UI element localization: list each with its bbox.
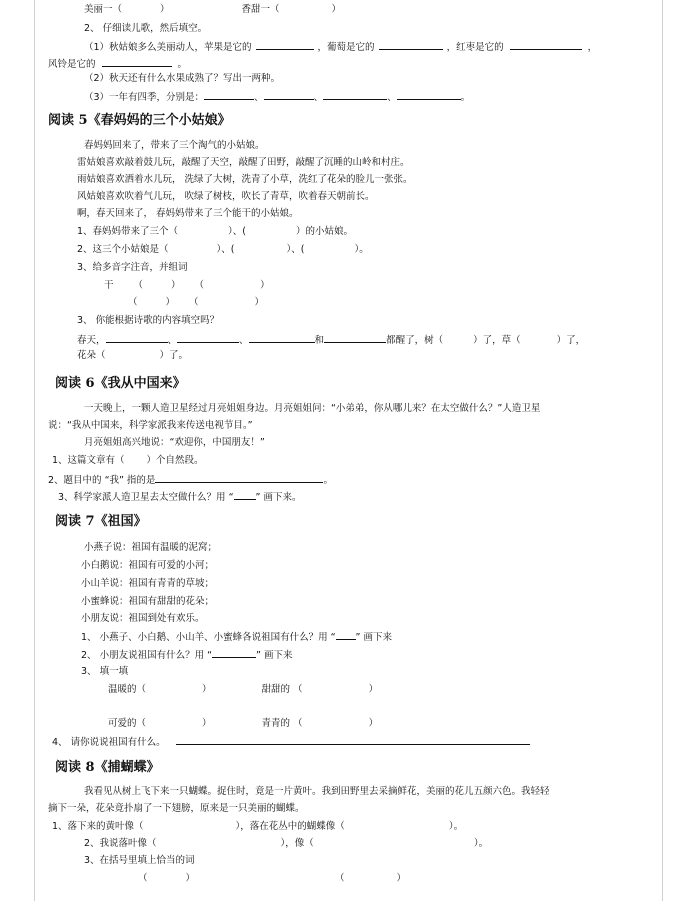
top-q2-2: （2）秋天还有什么水果成熟了？写出一两种。 — [84, 73, 281, 84]
s8-para-2: 摘下一朵，花朵竟扑扇了一下翅膀，原来是一只美丽的蝴蝶。 — [48, 803, 305, 814]
s7-q3: 3、 填一填 — [81, 666, 129, 677]
s5-q4: 3、 你能根据诗歌的内容填空吗？ — [77, 315, 220, 326]
s5-polyphone-row1: 干 （ ） （ ） — [104, 280, 270, 291]
s7-q2: 2、 小朋友说祖国有什么？用 “ ” 画下来 — [81, 650, 293, 661]
section8-title: 阅读 8《捕蝴蝶》 — [55, 760, 160, 775]
top-q2-1-cont: 风铃是它的 。 — [48, 59, 188, 70]
s8-q2: 2、我说落叶像（ ），像（ ）。 — [84, 838, 489, 849]
top-q2-3: （3）一年有四季，分别是： 、 、 、 。 — [84, 92, 471, 103]
s8-fill-row: （ ） （ ） — [138, 873, 407, 884]
s7-q4: 4、 请你说说祖国有什么。 — [52, 735, 530, 749]
section7-title: 阅读 7《祖国》 — [55, 514, 147, 529]
s8-para-1: 我看见从树上飞下来一只蝴蝶。捉住时，竟是一片黄叶。我到田野里去采摘鲜花，美丽的花儿五颜六色。我轻轻 — [84, 786, 550, 797]
s7-para-2: 小白鹅说：祖国有可爱的小河； — [81, 560, 215, 571]
s6-para-1: 一天晚上，一颗人造卫星经过月亮姐姐身边。月亮姐姐问：“小弟弟，你从哪儿来？在太空做什么？”人造卫星 — [84, 403, 541, 414]
top-q2: 2、 仔细读儿歌，然后填空。 — [84, 23, 208, 34]
s7-para-3: 小山羊说：祖国有青青的草坡； — [81, 578, 215, 589]
s5-q1: 1、春妈妈带来了三个（ ）、( ）的小姑娘。 — [77, 226, 354, 237]
s5-para-4: 风姑娘喜欢吹着气儿玩， 吹绿了树枝，吹长了青草，吹着春天朝前长。 — [77, 191, 375, 202]
s5-fill-2: 花朵（ ）了。 — [77, 350, 189, 361]
top-line-1: 美丽一（ ） 香甜一（ ） — [84, 4, 342, 15]
s5-fill-1: 春天， 、 、 和 都醒了，树（ ）了，草（ ）了， — [77, 335, 586, 346]
top-q2-1: （1）秋姑娘多么美丽动人，苹果是它的 ，葡萄是它的 ，红枣是它的 ， — [84, 42, 598, 53]
s5-para-2: 雷姑娘喜欢敲着鼓儿玩，敲醒了天空，敲醒了田野，敲醒了沉睡的山岭和村庄。 — [77, 157, 410, 168]
s7-para-4: 小蜜蜂说：祖国有甜甜的花朵； — [81, 596, 215, 607]
s7-fill-row2: 可爱的（ ） 青青的 （ ） — [108, 718, 379, 729]
s5-para-5: 啊，春天回来了， 春妈妈带来了三个能干的小姑娘。 — [77, 208, 299, 219]
s7-para-1: 小燕子说：祖国有温暖的泥窝； — [84, 542, 218, 553]
s6-q2: 2、题目中的 “我” 指的是 。 — [48, 475, 333, 486]
s5-para-1: 春妈妈回来了，带来了三个淘气的小姑娘。 — [84, 140, 265, 151]
s7-fill-row1: 温暖的（ ） 甜甜的 （ ） — [108, 684, 379, 695]
s6-para-3: 月亮姐姐高兴地说：“欢迎你，中国朋友！” — [84, 437, 265, 448]
s5-polyphone-row2: （ ） （ ） — [128, 297, 265, 308]
s8-q1: 1、落下来的黄叶像（ ），落在花丛中的蝴蝶像（ ）。 — [52, 821, 464, 832]
s7-para-5: 小朋友说：祖国到处有欢乐。 — [81, 613, 205, 624]
s5-para-3: 雨姑娘喜欢洒着水儿玩， 洗绿了大树，洗青了小草，洗红了花朵的脸儿一张张。 — [77, 174, 413, 185]
s7-q1: 1、 小燕子、小白鹅、小山羊、小蜜蜂各说祖国有什么？用 “ ” 画下来 — [81, 632, 392, 643]
section6-title: 阅读 6《我从中国来》 — [55, 376, 186, 391]
s8-q3: 3、在括号里填上恰当的词 — [84, 855, 195, 866]
section5-title: 阅读 5《春妈妈的三个小姑娘》 — [48, 113, 231, 128]
s5-q2: 2、这三个小姑娘是（ ）、( ）、( ）。 — [77, 244, 369, 255]
s6-q1: 1、这篇文章有（ ）个自然段。 — [52, 455, 204, 466]
s6-para-2: 说：“我从中国来，科学家派我来传送电视节目。” — [48, 420, 253, 431]
s6-q3: 3、科学家派人造卫星去太空做什么？用 “ ” 画下来。 — [58, 492, 302, 503]
s5-q3: 3、给多音字注音，并组词 — [77, 262, 188, 273]
